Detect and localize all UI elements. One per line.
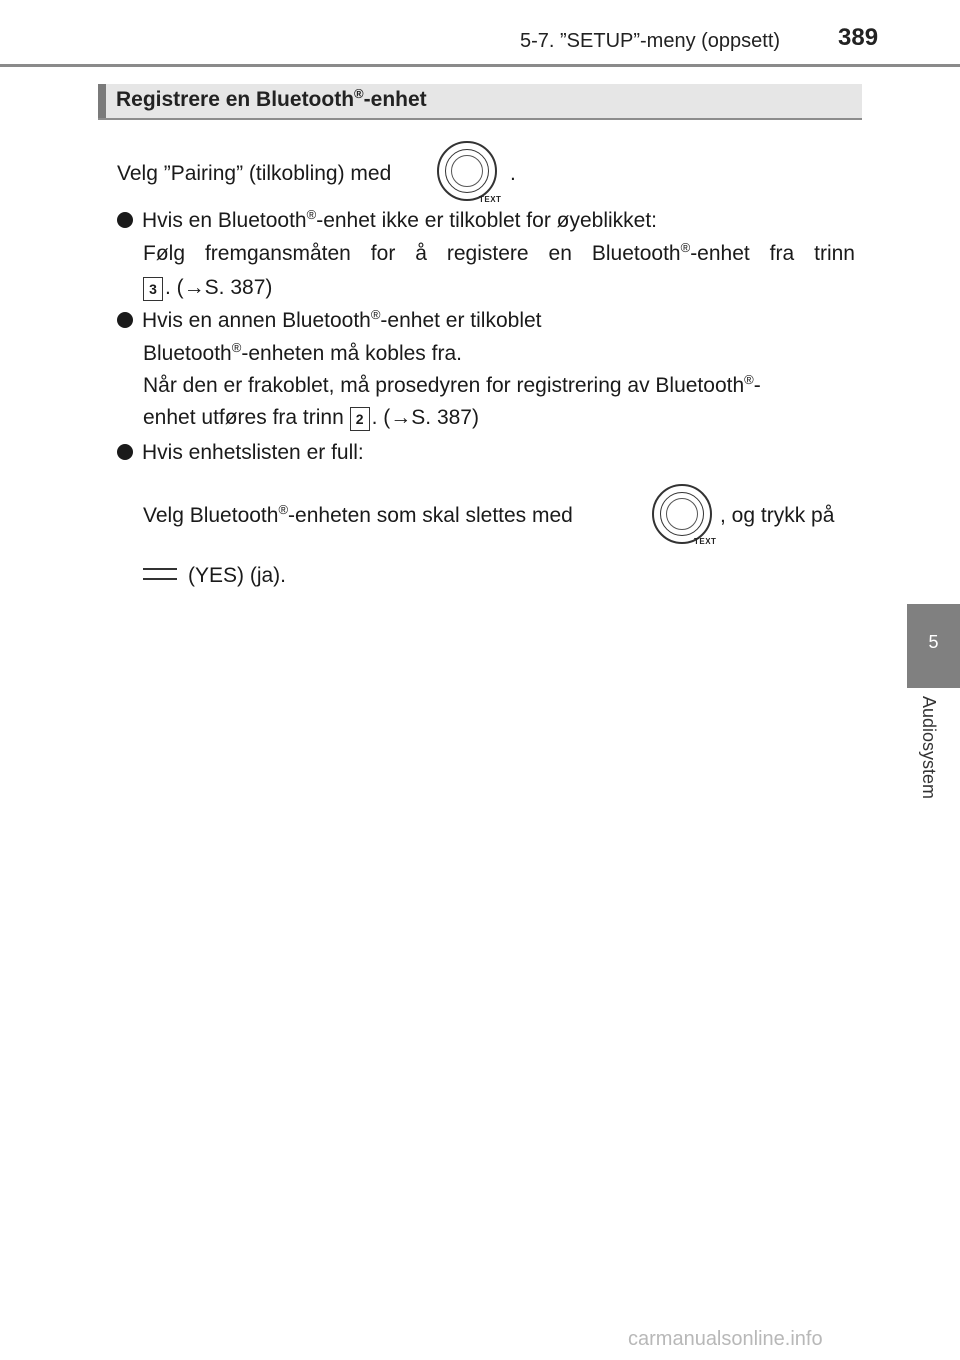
- section-title-text: Registrere en Bluetooth: [116, 88, 355, 111]
- bullet-icon: [117, 312, 133, 328]
- bullet-3-line-1: [143, 500, 573, 532]
- bullet-2-line-3-a: enhet utføres fra trinn: [143, 406, 344, 429]
- chapter-side-label: Audiosystem: [919, 696, 939, 800]
- bullet-icon: [117, 444, 133, 460]
- bullet-2-heading-a: Hvis en annen Bluetooth: [142, 309, 371, 332]
- bullet-3-line-1-b: -enheten som skal slettes med: [288, 504, 573, 527]
- bullet-1-line-2: [143, 272, 272, 304]
- bullet-icon: [117, 212, 133, 228]
- dial-knob-icon: [437, 141, 497, 201]
- bullet-1-heading-b: -enhet ikke er tilkoblet for øyeblikket:: [316, 209, 658, 232]
- bullet-2-line-2-a: Når den er frakoblet, må prosedyren for registrering av Bluetooth: [143, 374, 745, 397]
- intro-before: Velg ”Pairing” (tilkobling) med: [117, 162, 392, 185]
- section-title-suffix: -enhet: [363, 88, 427, 111]
- bullet-1-heading: [117, 205, 657, 237]
- header-divider: [0, 64, 960, 67]
- intro-after: .: [510, 162, 516, 185]
- registered-mark: ®: [278, 502, 289, 517]
- yes-button-icon: [143, 568, 177, 580]
- bullet-1-line-1-a: Følg fremgansmåten for å registere en Bluetooth: [143, 242, 681, 265]
- step-box-icon: 2: [350, 407, 370, 431]
- bullet-3-line-2: (YES) (ja).: [188, 564, 287, 587]
- registered-mark: ®: [231, 340, 242, 355]
- chapter-number: 5: [928, 632, 939, 652]
- registered-mark: ®: [354, 86, 364, 101]
- bullet-2-line-1: [143, 338, 462, 370]
- dial-text-label: TEXT: [479, 195, 502, 204]
- registered-mark: ®: [680, 240, 691, 255]
- watermark: carmanualsonline.info: [628, 1328, 823, 1350]
- intro-text: [117, 158, 391, 190]
- registered-mark: ®: [370, 307, 381, 322]
- bullet-2-line-2: [143, 370, 761, 402]
- bullet-2-heading-b: -enhet er tilkoblet: [380, 309, 542, 332]
- bullet-3-heading-text: Hvis enhetslisten er full:: [142, 441, 364, 464]
- bullet-3-line-1-c: , og trykk på: [720, 504, 835, 527]
- chapter-title: 5-7. ”SETUP”-meny (oppsett): [520, 30, 781, 52]
- bullet-2-heading: [117, 305, 542, 337]
- page-reference: . (→S. 387): [165, 276, 273, 299]
- bullet-2-line-1-b: -enheten må kobles fra.: [241, 342, 462, 365]
- bullet-2-line-1-a: Bluetooth: [143, 342, 232, 365]
- chapter-side-tab: [907, 604, 960, 688]
- bullet-3-heading: [117, 437, 364, 469]
- bullet-2-line-3: [143, 402, 479, 434]
- section-accent: [98, 84, 106, 118]
- dial-knob-icon: [652, 484, 712, 544]
- bullet-1-line-1-b: -enhet fra trinn: [690, 242, 855, 265]
- bullet-1-line-1: [143, 238, 855, 270]
- bullet-1-heading-a: Hvis en Bluetooth: [142, 209, 307, 232]
- page-reference: . (→S. 387): [371, 406, 479, 429]
- section-heading-bar: [98, 84, 862, 120]
- section-title: [116, 88, 427, 112]
- registered-mark: ®: [306, 207, 317, 222]
- step-box-icon: 3: [143, 277, 163, 301]
- bullet-2-line-2-b: -: [753, 374, 761, 397]
- page-number: 389: [838, 24, 879, 51]
- bullet-3-line-1-a: Velg Bluetooth: [143, 504, 279, 527]
- dial-text-label: TEXT: [694, 537, 717, 546]
- registered-mark: ®: [744, 372, 754, 387]
